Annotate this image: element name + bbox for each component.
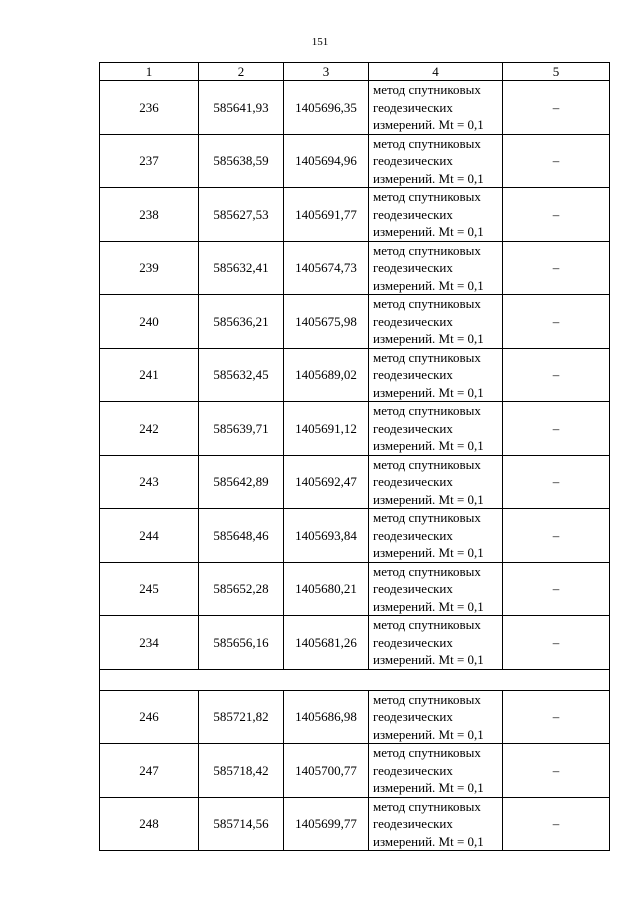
table-row xyxy=(100,744,610,798)
x-coordinate-cell: 585642,89 xyxy=(199,455,284,509)
point-number-cell: 241 xyxy=(100,348,199,402)
x-coordinate-cell: 585656,16 xyxy=(199,616,284,670)
method-line: измерений. Mt = 0,1 xyxy=(373,491,484,507)
method-line: измерений. Mt = 0,1 xyxy=(373,652,484,667)
table-row xyxy=(100,188,610,242)
y-coordinate-cell: 1405694,96 xyxy=(284,134,369,188)
table-row xyxy=(100,455,610,509)
point-number-cell: 242 xyxy=(100,402,199,456)
y-coordinate-cell: 1405693,84 xyxy=(284,509,369,563)
accuracy-cell: – xyxy=(503,134,610,188)
method-line: измерений. Mt = 0,1 xyxy=(373,170,484,186)
accuracy-cell: – xyxy=(503,562,610,616)
accuracy-cell: – xyxy=(503,797,610,851)
point-number-cell: 246 xyxy=(100,690,199,744)
y-coordinate-cell: 1405689,02 xyxy=(284,348,369,402)
table-row xyxy=(100,134,610,188)
method-line: метод спутниковых xyxy=(373,798,481,814)
method-line: измерений. Mt = 0,1 xyxy=(373,277,484,293)
column-header: 1 xyxy=(100,63,199,81)
method-line: геодезических xyxy=(373,313,453,329)
accuracy-cell: – xyxy=(503,616,610,670)
method-line: метод спутниковых xyxy=(373,403,481,418)
x-coordinate-cell: 585652,28 xyxy=(199,562,284,616)
y-coordinate-cell: 1405699,77 xyxy=(284,797,369,851)
column-header: 3 xyxy=(284,63,369,81)
table-row xyxy=(100,616,610,670)
x-coordinate-cell: 585632,41 xyxy=(199,241,284,295)
method-line: метод спутниковых xyxy=(373,349,481,365)
method-line: геодезических xyxy=(373,99,453,115)
separator-cell xyxy=(100,669,610,690)
table-row xyxy=(100,295,610,349)
method-cell xyxy=(369,295,503,349)
x-coordinate-cell: 585627,53 xyxy=(199,188,284,242)
x-coordinate-cell: 585721,82 xyxy=(199,690,284,744)
column-header: 2 xyxy=(199,63,284,81)
method-cell xyxy=(369,348,503,402)
method-line: метод спутниковых xyxy=(373,242,481,258)
x-coordinate-cell: 585636,21 xyxy=(199,295,284,349)
table-row xyxy=(100,690,610,744)
method-line: измерений. Mt = 0,1 xyxy=(373,726,484,742)
method-line: метод спутниковых xyxy=(373,82,481,97)
method-line: метод спутниковых xyxy=(373,135,481,151)
method-line: метод спутниковых xyxy=(373,745,481,760)
method-line: метод спутниковых xyxy=(373,456,481,472)
method-line: измерений. Mt = 0,1 xyxy=(373,224,484,239)
point-number-cell: 236 xyxy=(100,81,199,135)
method-line: метод спутниковых xyxy=(373,563,481,579)
accuracy-cell: – xyxy=(503,744,610,798)
method-cell xyxy=(369,134,503,188)
accuracy-cell: – xyxy=(503,690,610,744)
method-line: измерений. Mt = 0,1 xyxy=(373,780,484,795)
method-line: геодезических xyxy=(373,420,453,436)
point-number-cell: 245 xyxy=(100,562,199,616)
y-coordinate-cell: 1405696,35 xyxy=(284,81,369,135)
method-line: метод спутниковых xyxy=(373,510,481,525)
method-line: измерений. Mt = 0,1 xyxy=(373,598,484,614)
point-number-cell: 243 xyxy=(100,455,199,509)
x-coordinate-cell: 585714,56 xyxy=(199,797,284,851)
accuracy-cell: – xyxy=(503,241,610,295)
coordinates-table xyxy=(99,62,610,851)
x-coordinate-cell: 585718,42 xyxy=(199,744,284,798)
method-line: геодезических xyxy=(373,709,453,724)
method-line: метод спутниковых xyxy=(373,189,481,204)
method-line: геодезических xyxy=(373,260,453,275)
point-number-cell: 234 xyxy=(100,616,199,670)
table-row xyxy=(100,81,610,135)
method-cell xyxy=(369,402,503,456)
point-number-cell: 240 xyxy=(100,295,199,349)
y-coordinate-cell: 1405681,26 xyxy=(284,616,369,670)
y-coordinate-cell: 1405686,98 xyxy=(284,690,369,744)
table-row xyxy=(100,348,610,402)
method-cell xyxy=(369,744,503,798)
table-row xyxy=(100,562,610,616)
method-line: геодезических xyxy=(373,816,453,831)
method-cell xyxy=(369,797,503,851)
method-line: геодезических xyxy=(373,367,453,382)
method-line: измерений. Mt = 0,1 xyxy=(373,384,484,400)
method-line: геодезических xyxy=(373,206,453,222)
method-line: метод спутниковых xyxy=(373,617,481,632)
point-number-cell: 244 xyxy=(100,509,199,563)
accuracy-cell: – xyxy=(503,81,610,135)
point-number-cell: 239 xyxy=(100,241,199,295)
table-row xyxy=(100,509,610,563)
accuracy-cell: – xyxy=(503,188,610,242)
column-header: 5 xyxy=(503,63,610,81)
x-coordinate-cell: 585639,71 xyxy=(199,402,284,456)
method-line: геодезических xyxy=(373,634,453,650)
method-cell xyxy=(369,562,503,616)
method-cell xyxy=(369,188,503,242)
y-coordinate-cell: 1405692,47 xyxy=(284,455,369,509)
y-coordinate-cell: 1405680,21 xyxy=(284,562,369,616)
table-row xyxy=(100,402,610,456)
section-separator-row xyxy=(100,669,610,690)
method-cell xyxy=(369,455,503,509)
header-row xyxy=(100,63,610,81)
y-coordinate-cell: 1405691,77 xyxy=(284,188,369,242)
y-coordinate-cell: 1405691,12 xyxy=(284,402,369,456)
method-cell xyxy=(369,616,503,670)
method-cell xyxy=(369,241,503,295)
accuracy-cell: – xyxy=(503,348,610,402)
point-number-cell: 238 xyxy=(100,188,199,242)
method-line: геодезических xyxy=(373,474,453,489)
method-line: геодезических xyxy=(373,581,453,596)
accuracy-cell: – xyxy=(503,295,610,349)
method-line: измерений. Mt = 0,1 xyxy=(373,117,484,132)
x-coordinate-cell: 585648,46 xyxy=(199,509,284,563)
point-number-cell: 248 xyxy=(100,797,199,851)
column-header: 4 xyxy=(369,63,503,81)
x-coordinate-cell: 585641,93 xyxy=(199,81,284,135)
method-line: геодезических xyxy=(373,153,453,168)
x-coordinate-cell: 585632,45 xyxy=(199,348,284,402)
y-coordinate-cell: 1405700,77 xyxy=(284,744,369,798)
method-cell xyxy=(369,81,503,135)
method-line: геодезических xyxy=(373,527,453,543)
method-line: геодезических xyxy=(373,762,453,778)
method-line: измерений. Mt = 0,1 xyxy=(373,545,484,560)
accuracy-cell: – xyxy=(503,455,610,509)
y-coordinate-cell: 1405675,98 xyxy=(284,295,369,349)
method-line: измерений. Mt = 0,1 xyxy=(373,331,484,346)
method-cell xyxy=(369,690,503,744)
point-number-cell: 247 xyxy=(100,744,199,798)
accuracy-cell: – xyxy=(503,402,610,456)
method-line: измерений. Mt = 0,1 xyxy=(373,833,484,849)
table-row xyxy=(100,797,610,851)
page-number: 151 xyxy=(311,36,329,48)
method-line: метод спутниковых xyxy=(373,691,481,707)
accuracy-cell: – xyxy=(503,509,610,563)
x-coordinate-cell: 585638,59 xyxy=(199,134,284,188)
method-cell xyxy=(369,509,503,563)
y-coordinate-cell: 1405674,73 xyxy=(284,241,369,295)
method-line: метод спутниковых xyxy=(373,296,481,311)
method-line: измерений. Mt = 0,1 xyxy=(373,438,484,453)
table-row xyxy=(100,241,610,295)
point-number-cell: 237 xyxy=(100,134,199,188)
